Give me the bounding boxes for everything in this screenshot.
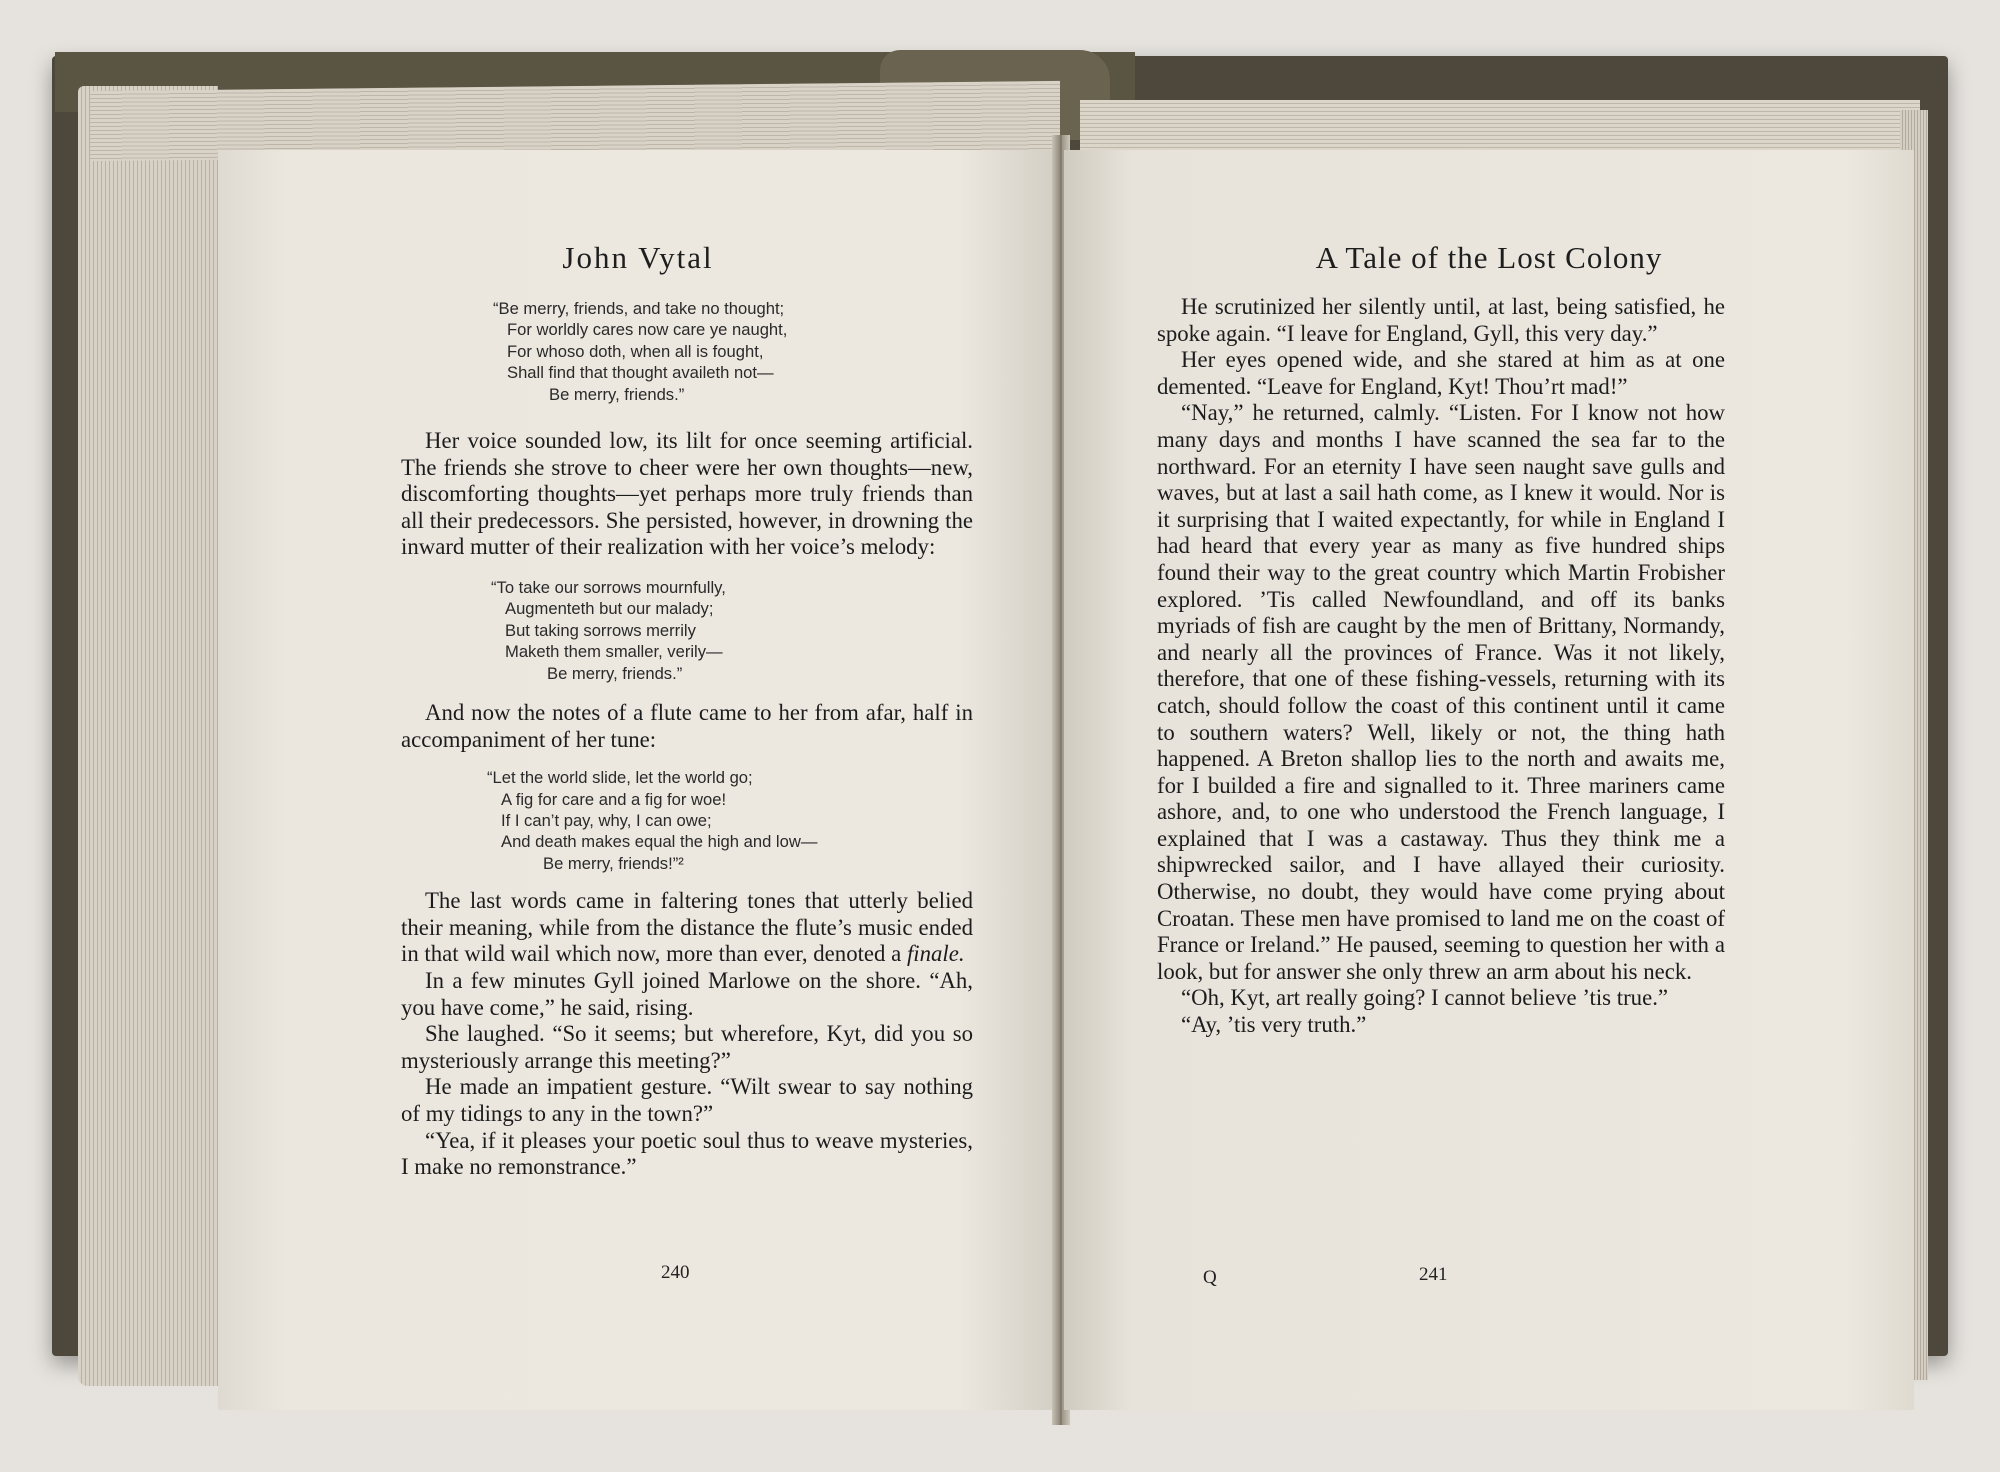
paragraph: “Nay,” he returned, calmly. “Listen. For I know not how many days and months I have scanned the sea far to the northward. For an eternity I have seen naught save gulls and waves, but at last a sail hath come, as I knew it would. Nor is it surprising that I waited expectantly, for while in England I had heard that every year as many as five hundred ships found their way to the great country which Martin Frobisher explored. ’Tis called Newfoundland, and off its banks myriads of fish are caught by the men of Brittany, Normandy, and nearly all the provinces of France. Was it not likely, therefore, that one of these fishing-vessels, returning with its catch, should follow the coast of this continent until it came to southern waters? Well, likely or not, the thing hath happened. A Breton shallop lies to the north and awaits me, for I builded a fire and signalled to it. Three mariners came ashore, and, to one who understood the French language, I explained that I was a castaway. Thus they think me a shipwrecked sailor, and I have allayed their curiosity. Otherwise, no doubt, they would have come prying about Croatan. These men have promised to land me on the coast of France or Ireland.” He paused, seeming to question her with a look, but for answer she only threw an arm about his neck. <box>1157 400 1725 984</box>
verse-line: Be merry, friends.” <box>549 384 685 404</box>
paragraph: He scrutinized her silently until, at last, being satisfied, he spoke again. “I leave for England, Gyll, this very day.” <box>1157 294 1725 346</box>
page-number-right: 241 <box>1419 1264 1448 1285</box>
verse-line: Be merry, friends!”² <box>543 853 684 873</box>
verse-line: “Let the world slide, let the world go; <box>487 768 753 788</box>
paragraph: She laughed. “So it seems; but wherefore, Kyt, did you so mysteriously arrange this meeting?” <box>401 1021 973 1073</box>
paragraph <box>401 888 973 968</box>
verse-line: Be merry, friends.” <box>547 663 683 683</box>
verse-line: But taking sorrows merrily <box>505 620 696 640</box>
paragraph: In a few minutes Gyll joined Marlowe on the shore. “Ah, you have come,” he said, rising. <box>401 968 973 1020</box>
page-number-left: 240 <box>661 1262 690 1283</box>
verse-line: Augmenteth but our malady; <box>505 599 714 619</box>
right-body-text <box>1157 294 1725 1039</box>
paragraph-text: The last words came in faltering tones that utterly belied their meaning, while from the distance the flute’s music ended in that wild wail which now, more than ever, denoted a <box>401 888 973 967</box>
verse-line: And death makes equal the high and low— <box>501 832 818 852</box>
verse-line: If I can’t pay, why, I can owe; <box>501 811 712 830</box>
verse-line: “To take our sorrows mournfully, <box>491 577 726 597</box>
verse-line: Shall find that thought availeth not— <box>507 363 774 383</box>
verse-stanza-2 <box>491 577 973 684</box>
page-edges-left <box>78 86 218 1386</box>
verse-line: Maketh them smaller, verily— <box>505 642 723 662</box>
paragraph: “Oh, Kyt, art really going? I cannot believe ’tis true.” <box>1181 985 1669 1011</box>
verse-line: For worldly cares now care ye naught, <box>507 320 788 340</box>
verse-line: For whoso doth, when all is fought, <box>507 341 764 361</box>
signature-mark: Q <box>1203 1267 1217 1288</box>
paragraph: “Ay, ’tis very truth.” <box>1181 1012 1367 1038</box>
italic-word: finale. <box>906 941 965 967</box>
paragraph: He made an impatient gesture. “Wilt swear to say nothing of my tidings to any in the town?” <box>401 1074 973 1126</box>
verse-line: A fig for care and a fig for woe! <box>501 789 727 809</box>
paragraph: Her eyes opened wide, and she stared at him as at one demented. “Leave for England, Kyt! Thou’rt mad!” <box>1157 347 1725 399</box>
verse-line: “Be merry, friends, and take no thought; <box>493 299 785 318</box>
paragraph: Her voice sounded low, its lilt for once seeming artificial. The friends she strove to cheer were her own thoughts—new, discomforting thoughts—yet perhaps more truly friends than all their predecessors. She persisted, however, in drowning the inward mutter of their realization with her voice’s melody: <box>401 428 973 560</box>
page-edges-top-right <box>1080 100 1920 156</box>
running-head-right: A Tale of the Lost Colony <box>1315 240 1663 275</box>
verse-stanza-3 <box>487 767 973 874</box>
paragraph: And now the notes of a flute came to her from afar, half in accompaniment of her tune: <box>401 700 973 752</box>
running-head-left: John Vytal <box>562 240 714 275</box>
left-page <box>218 150 1058 1410</box>
verse-stanza-1 <box>493 298 787 405</box>
left-body-text <box>401 428 973 1181</box>
paragraph: “Yea, if it pleases your poetic soul thus to weave mysteries, I make no remonstrance.” <box>401 1127 973 1180</box>
right-page <box>1064 150 1914 1410</box>
